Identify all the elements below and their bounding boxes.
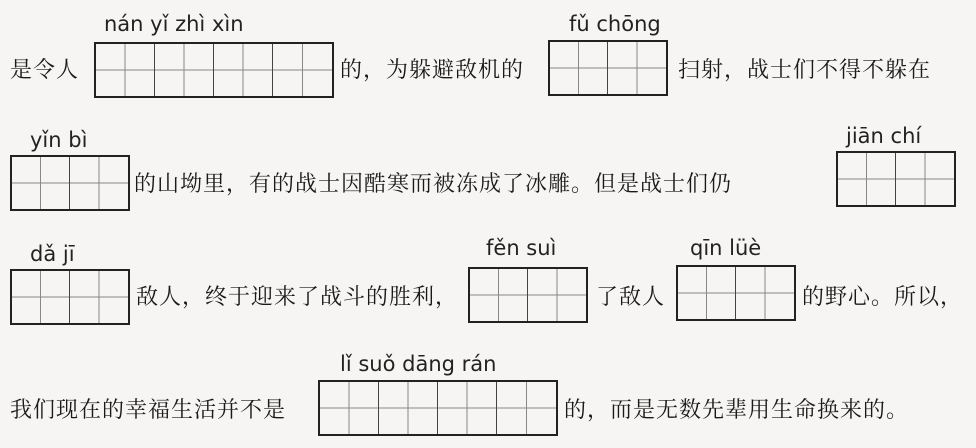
- answer-cell[interactable]: [438, 382, 497, 434]
- answer-cell[interactable]: [70, 271, 128, 323]
- answer-cell[interactable]: [96, 44, 155, 96]
- sentence-segment-6: 了敌人: [596, 285, 666, 310]
- answer-cell[interactable]: [12, 271, 70, 323]
- pinyin-da-ji: dǎ jī: [30, 242, 75, 266]
- pinyin-li-suo-dang-ran: lǐ suǒ dāng rán: [340, 352, 497, 376]
- answer-box-4[interactable]: [836, 151, 956, 207]
- answer-cell[interactable]: [896, 153, 954, 205]
- pinyin-jian-chi: jiān chí: [846, 124, 922, 148]
- pinyin-fu-chong: fǔ chōng: [569, 12, 661, 36]
- pinyin-nan-yi-zhi-xin: nán yǐ zhì xìn: [104, 12, 244, 36]
- answer-cell[interactable]: [70, 157, 128, 209]
- sentence-segment-4: 的山坳里，有的战士因酷寒而被冻成了冰雕。但是战士们仍: [134, 172, 733, 197]
- sentence-segment-7: 的野心。所以，: [802, 285, 964, 310]
- sentence-segment-9: 的，而是无数先辈用生命换来的。: [564, 398, 910, 423]
- sentence-segment-5: 敌人，终于迎来了战斗的胜利，: [136, 285, 459, 310]
- answer-cell[interactable]: [550, 42, 608, 94]
- sentence-segment-2: 的，为躲避敌机的: [340, 58, 525, 83]
- answer-cell[interactable]: [470, 269, 528, 321]
- pinyin-qin-lue: qīn lüè: [690, 236, 762, 260]
- answer-cell[interactable]: [497, 382, 556, 434]
- answer-box-8[interactable]: [318, 380, 558, 436]
- answer-box-6[interactable]: [468, 267, 588, 323]
- answer-cell[interactable]: [12, 157, 70, 209]
- pinyin-fen-sui: fěn suì: [486, 236, 557, 260]
- answer-cell[interactable]: [838, 153, 896, 205]
- answer-cell[interactable]: [736, 267, 794, 319]
- answer-box-1[interactable]: [94, 42, 334, 98]
- answer-cell[interactable]: [273, 44, 332, 96]
- answer-box-5[interactable]: [10, 269, 130, 325]
- sentence-segment-1: 是令人: [10, 58, 80, 83]
- answer-cell[interactable]: [678, 267, 736, 319]
- answer-box-7[interactable]: [676, 265, 796, 321]
- answer-cell[interactable]: [320, 382, 379, 434]
- answer-cell[interactable]: [214, 44, 273, 96]
- answer-cell[interactable]: [608, 42, 666, 94]
- answer-cell[interactable]: [528, 269, 586, 321]
- sentence-segment-8: 我们现在的幸福生活并不是: [10, 398, 287, 423]
- sentence-segment-3: 扫射，战士们不得不躲在: [678, 58, 932, 83]
- answer-cell[interactable]: [379, 382, 438, 434]
- answer-box-3[interactable]: [10, 155, 130, 211]
- pinyin-yin-bi: yǐn bì: [30, 128, 88, 152]
- answer-box-2[interactable]: [548, 40, 668, 96]
- answer-cell[interactable]: [155, 44, 214, 96]
